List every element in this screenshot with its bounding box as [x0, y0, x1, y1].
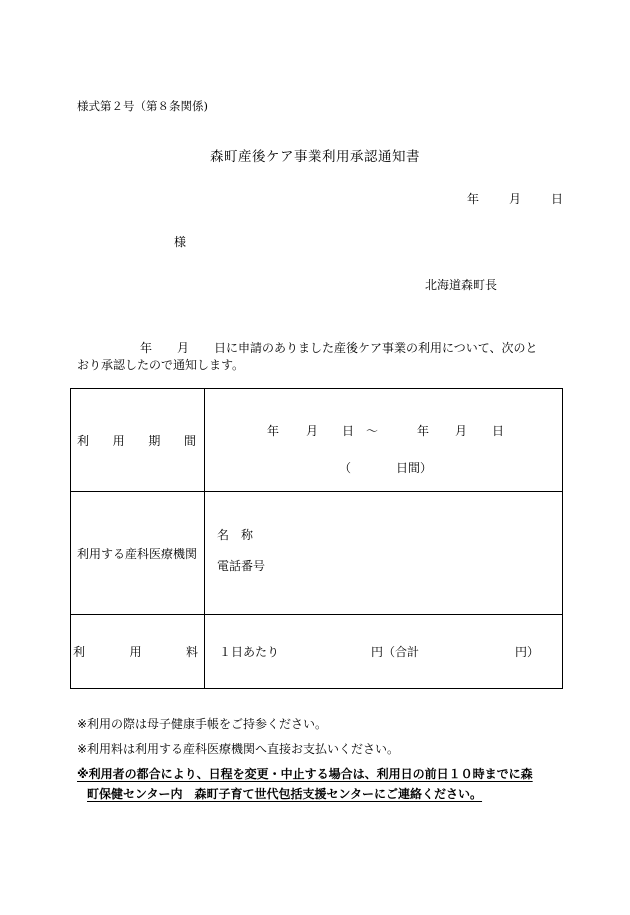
recipient-suffix: 様: [174, 235, 187, 249]
body-line-2: おり承認したので通知します。: [77, 358, 245, 372]
period-label: [71, 432, 204, 449]
info-table: [70, 388, 563, 689]
period-label-char: 期: [148, 433, 161, 448]
issuer-name: 北海道森町長: [425, 278, 498, 292]
fee-label-char: 用: [129, 645, 142, 659]
issue-date: [467, 190, 563, 207]
body-month: 月: [177, 341, 190, 355]
note-item: ※利用の際は母子健康手帳をご持参ください。: [77, 717, 328, 731]
table-row-period: [71, 389, 563, 492]
date-month: 月: [509, 192, 522, 206]
period-start-month: 月: [306, 424, 319, 438]
body-year: 年: [140, 341, 153, 355]
body-rest: 日に申請のありました産後ケア事業の利用について、次のと: [214, 341, 538, 355]
form-number: 様式第２号（第８条関係): [77, 99, 208, 113]
note-item-important: ※利用者の都合により、日程を変更・中止する場合は、利用日の前日１０時までに森: [77, 767, 533, 781]
fee-label-char: 料: [185, 645, 198, 659]
period-start-year: 年: [267, 424, 280, 438]
facility-label-cell: [71, 492, 205, 615]
facility-label: 利用する産科医療機関: [77, 546, 198, 561]
body-line-1: [77, 340, 557, 357]
period-value-cell: [205, 389, 563, 492]
period-end-month: 月: [455, 424, 468, 438]
period-days-open: （: [339, 461, 352, 475]
table-row-facility: [71, 492, 563, 615]
note-item: ※利用料は利用する産科医療機関へ直接お支払いください。: [77, 742, 400, 756]
period-label-cell: [71, 389, 205, 492]
period-label-char: 利: [77, 433, 90, 448]
period-label-char: 間: [183, 433, 196, 448]
facility-name-label: 名 称: [217, 528, 254, 542]
period-label-char: 用: [112, 433, 125, 448]
fee-label: [71, 643, 204, 660]
date-year: 年: [467, 192, 480, 206]
fee-total-label: 円（合計: [371, 645, 420, 659]
period-end-day: 日: [492, 424, 505, 438]
fee-value-cell: [205, 615, 563, 689]
period-end-year: 年: [417, 424, 430, 438]
facility-value-cell: [205, 492, 563, 615]
period-start-day: 日: [342, 424, 355, 438]
body-text: [77, 340, 557, 374]
note-item-important: 町保健センター内 森町子育て世代包括支援センターにご連絡ください。: [87, 787, 483, 801]
period-days-close: 日間）: [396, 461, 433, 475]
fee-per-day-label: １日あたり: [219, 645, 280, 659]
facility-phone-label: 電話番号: [217, 559, 266, 573]
fee-label-char: 利: [73, 645, 86, 659]
period-tilde: 〜: [366, 424, 379, 438]
document-title: 森町産後ケア事業利用承認通知書: [210, 149, 420, 165]
fee-close-label: 円）: [515, 645, 540, 659]
table-row-fee: [71, 615, 563, 689]
date-day: 日: [551, 192, 564, 206]
fee-label-cell: [71, 615, 205, 689]
